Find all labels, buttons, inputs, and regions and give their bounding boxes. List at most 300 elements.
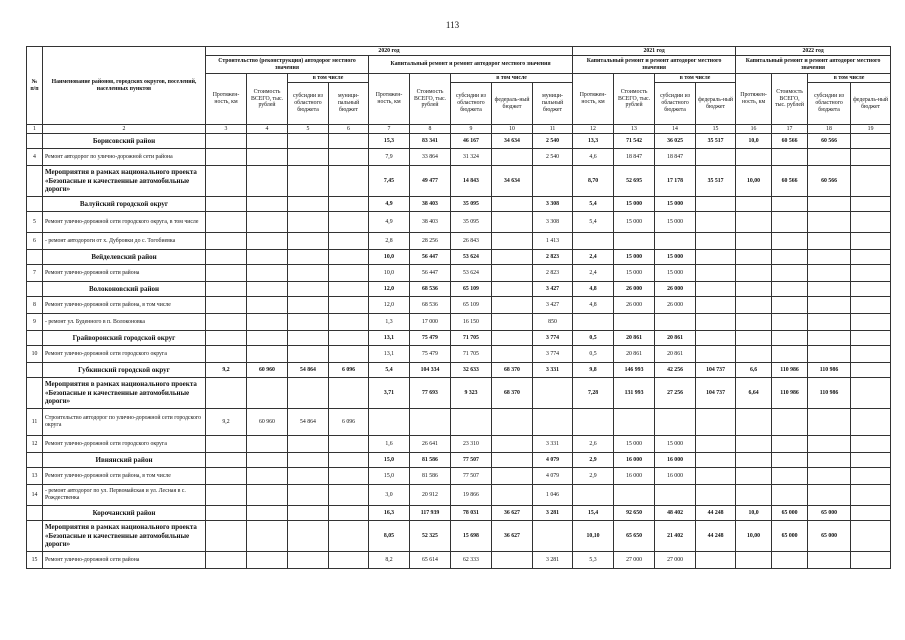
value-cell [492, 282, 533, 297]
value-cell [247, 485, 288, 506]
regional-header: субсидии из областного бюджета [808, 83, 851, 125]
value-cell: 3 308 [533, 212, 573, 233]
value-cell: 78 031 [451, 506, 492, 521]
value-cell [329, 197, 369, 212]
row-name: Ивнянский район [43, 453, 206, 468]
district-row [27, 250, 891, 265]
value-cell: 104 334 [410, 363, 451, 378]
value-cell: 6 096 [329, 409, 369, 436]
value-cell: 3,71 [369, 378, 410, 409]
value-cell [808, 233, 851, 250]
incl-header: в том числе [808, 74, 891, 83]
row-number: 4 [27, 149, 43, 166]
row-name: Ремонт улично-дорожной сети городского округа [43, 436, 206, 453]
col-name-header: Наименование районов, городских округов, поселений, населенных пунктов [43, 47, 206, 125]
value-cell: 44 248 [696, 521, 736, 552]
row-number: 14 [27, 485, 43, 506]
value-cell: 17 178 [655, 166, 696, 197]
value-cell [206, 166, 247, 197]
value-cell [696, 297, 736, 314]
value-cell [772, 409, 808, 436]
value-cell: 117 939 [410, 506, 451, 521]
value-cell: 35 095 [451, 212, 492, 233]
table-row [27, 297, 891, 314]
value-cell [206, 314, 247, 331]
value-cell: 18 847 [655, 149, 696, 166]
value-cell: 12,0 [369, 297, 410, 314]
value-cell [851, 485, 891, 506]
cost-header: Стоимость ВСЕГО, тыс. рублей [614, 74, 655, 125]
value-cell: 13,1 [369, 346, 410, 363]
value-cell [696, 265, 736, 282]
value-cell [206, 485, 247, 506]
value-cell: 2,4 [573, 250, 614, 265]
row-name: Корочанский район [43, 506, 206, 521]
column-number: 11 [533, 125, 573, 134]
value-cell [206, 506, 247, 521]
value-cell [206, 250, 247, 265]
column-number: 17 [772, 125, 808, 134]
value-cell [329, 453, 369, 468]
value-cell: 15 000 [655, 265, 696, 282]
value-cell [696, 485, 736, 506]
value-cell [247, 331, 288, 346]
value-cell: 5,4 [573, 197, 614, 212]
value-cell: 33 864 [410, 149, 451, 166]
value-cell: 71 542 [614, 134, 655, 149]
value-cell: 10,0 [736, 134, 772, 149]
value-cell: 16 000 [655, 468, 696, 485]
value-cell [851, 282, 891, 297]
value-cell: 110 986 [808, 363, 851, 378]
value-cell: 49 477 [410, 166, 451, 197]
value-cell: 20 861 [614, 346, 655, 363]
value-cell: 14 843 [451, 166, 492, 197]
value-cell [851, 552, 891, 569]
value-cell: 68 370 [492, 378, 533, 409]
table-row [27, 149, 891, 166]
value-cell [772, 485, 808, 506]
value-cell [808, 250, 851, 265]
year-2022-header: 2022 год [736, 47, 891, 56]
value-cell: 3 331 [533, 436, 573, 453]
table-row [27, 468, 891, 485]
value-cell: 65 000 [772, 506, 808, 521]
row-name: Вейделевский район [43, 250, 206, 265]
value-cell [288, 314, 329, 331]
value-cell: 26 000 [655, 282, 696, 297]
value-cell [288, 265, 329, 282]
value-cell: 77 693 [410, 378, 451, 409]
value-cell [492, 314, 533, 331]
value-cell: 15 000 [614, 250, 655, 265]
table-row [27, 409, 891, 436]
value-cell: 60 566 [808, 134, 851, 149]
value-cell: 15,4 [573, 506, 614, 521]
row-number [27, 250, 43, 265]
value-cell [851, 149, 891, 166]
value-cell [808, 282, 851, 297]
value-cell [451, 409, 492, 436]
value-cell [655, 233, 696, 250]
value-cell: 62 333 [451, 552, 492, 569]
value-cell [808, 409, 851, 436]
value-cell [288, 149, 329, 166]
value-cell [614, 314, 655, 331]
value-cell [655, 409, 696, 436]
value-cell: 15 698 [451, 521, 492, 552]
value-cell [573, 314, 614, 331]
value-cell [206, 468, 247, 485]
value-cell [808, 197, 851, 212]
value-cell [288, 134, 329, 149]
value-cell [329, 212, 369, 233]
value-cell: 60 566 [772, 134, 808, 149]
value-cell: 53 624 [451, 250, 492, 265]
value-cell: 65 000 [808, 521, 851, 552]
column-number: 16 [736, 125, 772, 134]
value-cell [696, 331, 736, 346]
value-cell: 26 843 [451, 233, 492, 250]
value-cell: 44 248 [696, 506, 736, 521]
value-cell [573, 233, 614, 250]
value-cell: 77 507 [451, 468, 492, 485]
value-cell: 10,0 [369, 265, 410, 282]
value-cell [288, 506, 329, 521]
row-name: - ремонт автодороги от х. Дубровки до с. Тогобиевка [43, 233, 206, 250]
repair-group-header-2021: Капитальный ремонт и ремонт автодорог местного значения [573, 56, 736, 74]
value-cell [736, 331, 772, 346]
value-cell: 35 517 [696, 166, 736, 197]
value-cell: 18 847 [614, 149, 655, 166]
value-cell: 15,0 [369, 453, 410, 468]
page-number: 113 [445, 20, 460, 30]
repair-group-header-2020: Капитальный ремонт и ремонт автодорог местного значения [369, 56, 573, 74]
construction-group-header: Строительство (реконструкция) автодорог местного значения [206, 56, 369, 74]
value-cell: 15 000 [655, 212, 696, 233]
value-cell [492, 468, 533, 485]
value-cell [851, 409, 891, 436]
incl-header: в том числе [655, 74, 736, 83]
municipal-header: муници-пальный бюджет [329, 83, 369, 125]
column-number: 10 [492, 125, 533, 134]
value-cell [329, 506, 369, 521]
value-cell: 0,5 [573, 346, 614, 363]
value-cell: 2 823 [533, 250, 573, 265]
value-cell: 65 614 [410, 552, 451, 569]
column-number: 9 [451, 125, 492, 134]
value-cell: 65 000 [772, 521, 808, 552]
value-cell [492, 436, 533, 453]
value-cell: 52 325 [410, 521, 451, 552]
value-cell: 3 281 [533, 552, 573, 569]
value-cell [492, 212, 533, 233]
regional-header: субсидии из областного бюджета [288, 83, 329, 125]
value-cell [736, 314, 772, 331]
value-cell [329, 314, 369, 331]
row-number [27, 331, 43, 346]
value-cell [851, 212, 891, 233]
year-2020-header: 2020 год [206, 47, 573, 56]
table-row [27, 378, 891, 409]
value-cell [736, 149, 772, 166]
value-cell [851, 363, 891, 378]
value-cell: 110 986 [772, 363, 808, 378]
value-cell: 68 370 [492, 363, 533, 378]
value-cell: 20 861 [655, 331, 696, 346]
value-cell [206, 149, 247, 166]
value-cell: 1,3 [369, 314, 410, 331]
value-cell [736, 346, 772, 363]
column-number: 14 [655, 125, 696, 134]
value-cell: 65 109 [451, 297, 492, 314]
value-cell [696, 233, 736, 250]
value-cell: 15 000 [614, 212, 655, 233]
value-cell [696, 314, 736, 331]
value-cell: 15 000 [614, 197, 655, 212]
value-cell: 31 324 [451, 149, 492, 166]
value-cell: 6,6 [736, 363, 772, 378]
row-number [27, 282, 43, 297]
value-cell [206, 331, 247, 346]
value-cell: 4,8 [573, 297, 614, 314]
column-number: 2 [43, 125, 206, 134]
value-cell [329, 297, 369, 314]
value-cell [533, 409, 573, 436]
value-cell [206, 346, 247, 363]
value-cell [329, 134, 369, 149]
value-cell: 65 650 [614, 521, 655, 552]
value-cell: 36 025 [655, 134, 696, 149]
row-name: Ремонт улично-дорожной сети района, в том числе [43, 468, 206, 485]
value-cell [696, 250, 736, 265]
value-cell [329, 250, 369, 265]
value-cell [247, 521, 288, 552]
value-cell: 65 000 [808, 506, 851, 521]
value-cell [851, 166, 891, 197]
value-cell [329, 485, 369, 506]
value-cell [696, 436, 736, 453]
value-cell: 32 633 [451, 363, 492, 378]
value-cell [247, 436, 288, 453]
row-number [27, 506, 43, 521]
row-name: Строительство автодорог по улично-дорожной сети городского округа [43, 409, 206, 436]
value-cell [808, 149, 851, 166]
value-cell [247, 134, 288, 149]
value-cell [772, 265, 808, 282]
district-row [27, 197, 891, 212]
value-cell [772, 250, 808, 265]
value-cell [808, 212, 851, 233]
value-cell [772, 233, 808, 250]
value-cell [851, 265, 891, 282]
value-cell: 104 737 [696, 378, 736, 409]
value-cell: 56 447 [410, 265, 451, 282]
column-number: 19 [851, 125, 891, 134]
value-cell: 35 517 [696, 134, 736, 149]
district-row [27, 331, 891, 346]
value-cell: 26 000 [655, 297, 696, 314]
row-number: 10 [27, 346, 43, 363]
column-number: 6 [329, 125, 369, 134]
row-number: 12 [27, 436, 43, 453]
value-cell [772, 149, 808, 166]
value-cell [696, 552, 736, 569]
value-cell: 36 627 [492, 521, 533, 552]
value-cell [492, 409, 533, 436]
value-cell: 34 634 [492, 166, 533, 197]
value-cell: 36 627 [492, 506, 533, 521]
value-cell [772, 297, 808, 314]
value-cell: 60 566 [808, 166, 851, 197]
value-cell: 56 447 [410, 250, 451, 265]
value-cell [851, 314, 891, 331]
incl-header: в том числе [451, 74, 573, 83]
district-row [27, 363, 891, 378]
value-cell: 71 705 [451, 331, 492, 346]
row-number: 9 [27, 314, 43, 331]
row-number [27, 166, 43, 197]
cost-header: Стоимость ВСЕГО, тыс. рублей [410, 74, 451, 125]
value-cell [206, 436, 247, 453]
value-cell [736, 212, 772, 233]
value-cell: 8,2 [369, 552, 410, 569]
value-cell [247, 552, 288, 569]
value-cell: 9,2 [206, 363, 247, 378]
value-cell: 850 [533, 314, 573, 331]
column-number-row [27, 125, 891, 134]
value-cell: 42 256 [655, 363, 696, 378]
value-cell: 9,8 [573, 363, 614, 378]
district-row [27, 506, 891, 521]
district-row [27, 134, 891, 149]
value-cell [247, 233, 288, 250]
value-cell: 15,0 [369, 468, 410, 485]
value-cell: 16,3 [369, 506, 410, 521]
value-cell [288, 468, 329, 485]
row-name: Валуйский городской округ [43, 197, 206, 212]
row-name: Губкинский городской округ [43, 363, 206, 378]
value-cell [288, 250, 329, 265]
value-cell: 6 096 [329, 363, 369, 378]
value-cell: 75 479 [410, 346, 451, 363]
table-body [27, 125, 891, 569]
value-cell: 20 861 [614, 331, 655, 346]
value-cell [288, 233, 329, 250]
value-cell: 9,2 [206, 409, 247, 436]
value-cell [736, 453, 772, 468]
value-cell: 6,64 [736, 378, 772, 409]
value-cell [772, 552, 808, 569]
table-row [27, 521, 891, 552]
value-cell [247, 297, 288, 314]
value-cell [288, 297, 329, 314]
value-cell [247, 265, 288, 282]
federal-header: федераль-ный бюджет [851, 83, 891, 125]
value-cell: 16 000 [614, 468, 655, 485]
value-cell: 53 624 [451, 265, 492, 282]
value-cell: 1,6 [369, 436, 410, 453]
municipal-header: муници-пальный бюджет [533, 83, 573, 125]
row-name: Ремонт улично-дорожной сети района [43, 552, 206, 569]
value-cell: 110 986 [772, 378, 808, 409]
value-cell [206, 265, 247, 282]
value-cell [736, 297, 772, 314]
value-cell [736, 265, 772, 282]
value-cell: 0,5 [573, 331, 614, 346]
value-cell [772, 331, 808, 346]
value-cell [492, 346, 533, 363]
value-cell: 2,9 [573, 468, 614, 485]
value-cell [655, 485, 696, 506]
value-cell [808, 468, 851, 485]
value-cell [288, 346, 329, 363]
value-cell: 2,6 [573, 436, 614, 453]
value-cell [329, 282, 369, 297]
value-cell: 60 960 [247, 409, 288, 436]
value-cell: 83 341 [410, 134, 451, 149]
value-cell [851, 346, 891, 363]
value-cell: 48 402 [655, 506, 696, 521]
value-cell: 54 864 [288, 363, 329, 378]
district-row [27, 453, 891, 468]
value-cell [772, 468, 808, 485]
value-cell: 71 705 [451, 346, 492, 363]
value-cell [329, 521, 369, 552]
value-cell: 3 774 [533, 331, 573, 346]
value-cell: 65 109 [451, 282, 492, 297]
value-cell [736, 409, 772, 436]
value-cell [808, 265, 851, 282]
value-cell: 60 960 [247, 363, 288, 378]
column-number: 1 [27, 125, 43, 134]
value-cell [329, 378, 369, 409]
value-cell: 60 566 [772, 166, 808, 197]
value-cell [206, 212, 247, 233]
value-cell: 13,3 [573, 134, 614, 149]
value-cell: 10,00 [736, 521, 772, 552]
value-cell: 1 413 [533, 233, 573, 250]
value-cell [772, 282, 808, 297]
value-cell [288, 485, 329, 506]
value-cell: 146 993 [614, 363, 655, 378]
row-name: Мероприятия в рамках национального проекта «Безопасные и качественные автомобильные дороги» [43, 378, 206, 409]
row-number: 6 [27, 233, 43, 250]
row-number [27, 521, 43, 552]
row-number [27, 197, 43, 212]
value-cell [247, 453, 288, 468]
value-cell: 75 479 [410, 331, 451, 346]
value-cell [851, 468, 891, 485]
row-number [27, 378, 43, 409]
value-cell [772, 436, 808, 453]
value-cell: 15 000 [655, 250, 696, 265]
value-cell: 4 079 [533, 468, 573, 485]
road-funding-table [26, 46, 891, 569]
value-cell: 3 308 [533, 197, 573, 212]
value-cell: 2 823 [533, 265, 573, 282]
value-cell [247, 468, 288, 485]
row-name: Ремонт улично-дорожной сети городского округа, в том числе [43, 212, 206, 233]
row-name: Ремонт автодорог по улично-дорожной сети района [43, 149, 206, 166]
value-cell: 2 540 [533, 134, 573, 149]
table-header [27, 47, 891, 125]
value-cell: 15 000 [614, 436, 655, 453]
value-cell [851, 233, 891, 250]
value-cell [206, 521, 247, 552]
federal-header: федераль-ный бюджет [492, 83, 533, 125]
value-cell [851, 521, 891, 552]
